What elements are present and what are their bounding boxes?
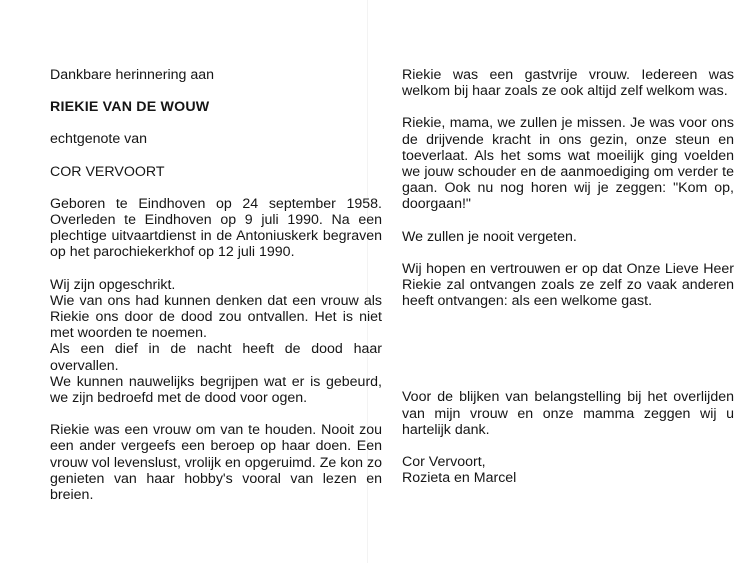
faith-paragraph: Wij hopen en vertrouwen er op dat Onze Lieve Heer Riekie zal ontvangen zoals ze zelf zo vaak anderen heeft ontvangen: als een welkome gast. bbox=[402, 260, 734, 310]
right-page bbox=[402, 67, 734, 502]
never-forget-line: We zullen je nooit vergeten. bbox=[402, 228, 577, 245]
hospitality-paragraph: Riekie was een gastvrije vrouw. Iedereen was welkom bij haar zoals ze ook altijd zelf welkom was. bbox=[402, 67, 734, 100]
missing-paragraph: Riekie, mama, we zullen je missen. Je was voor ons de drijvende kracht in ons gezin, onze steun en toeverlaat. Als het soms wat moeilijk ging voelden we jouw schouder en de aanmoediging om verder te gaan. Ook nu nog horen wij je zeggen: "Kom op, doorgaan!" bbox=[402, 115, 734, 213]
deceased-name: RIEKIE VAN DE WOUW bbox=[50, 99, 210, 116]
relation-text: echtgenote van bbox=[50, 131, 148, 148]
spouse-name: COR VERVOORT bbox=[50, 163, 165, 180]
thanks-paragraph: Voor de blijken van belangstelling bij het overlijden van mijn vrouw en onze mamma zeggen wij u hartelijk dank. bbox=[402, 389, 734, 438]
signature-block: Cor Vervoort, Rozieta en Marcel bbox=[402, 454, 517, 487]
poem-paragraph: Wij zijn opgeschrikt. Wie van ons had kunnen denken dat een vrouw als Riekie ons door de dood zou ontvallen. Het is niet met woorden te noemen. Als een dief in de nacht heeft de dood haar overvallen. We kunnen nauwelijks begrijpen wat er is gebeurd, we zijn bedroefd met de dood voor ogen. bbox=[50, 276, 382, 407]
biography-paragraph: Geboren te Eindhoven op 24 september 1958. Overleden te Eindhoven op 9 juli 1990. Na een plechtige uitvaartdienst in de Antoniuskerk begraven op het parochiekerkhof op 12 juli 1990. bbox=[50, 195, 382, 261]
left-page bbox=[50, 67, 382, 519]
page-gap bbox=[402, 325, 734, 389]
tribute-paragraph: Riekie was een vrouw om van te houden. Nooit zou een ander vergeefs een beroep op haar doen. Een vrouw vol levenslust, vrolijk en opgeruimd. Ze kon zo genieten van haar hobby's vooral van lezen en breien. bbox=[50, 422, 382, 504]
intro-text: Dankbare herinnering aan bbox=[50, 67, 215, 83]
